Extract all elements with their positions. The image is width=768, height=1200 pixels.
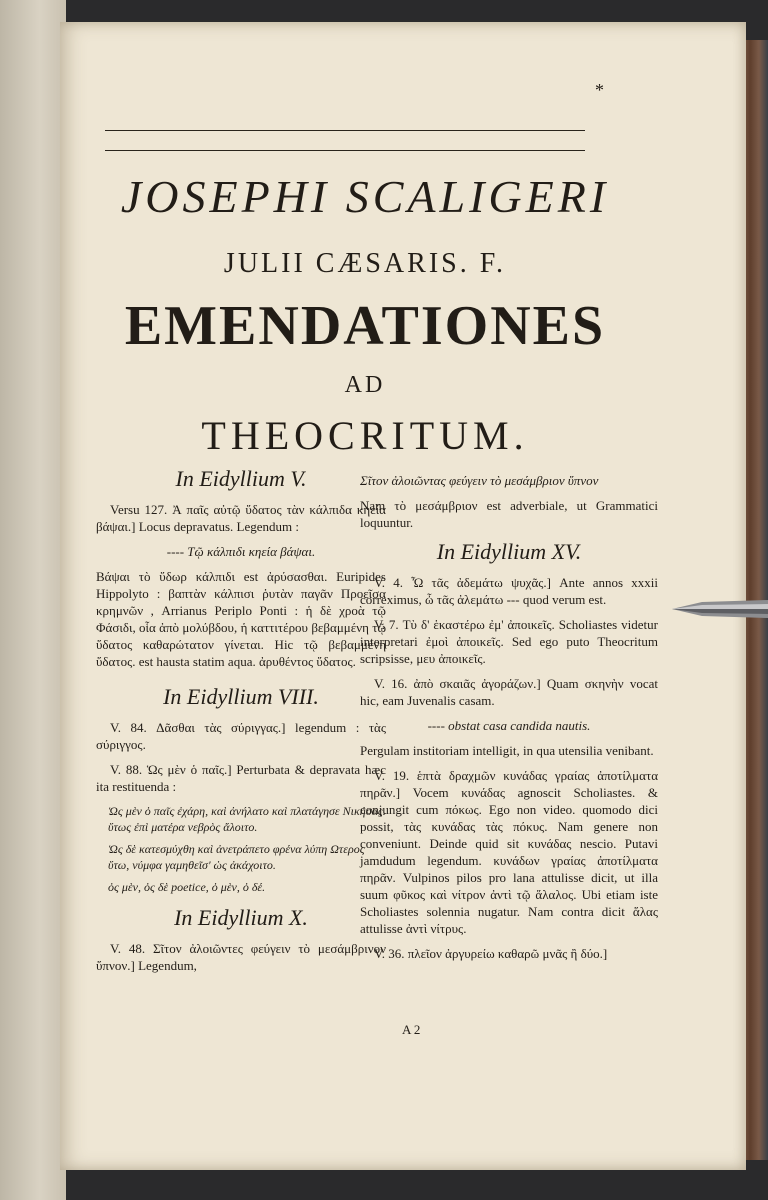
paragraph: V. 36. πλεῖον ἀργυρείω καθαρῶ μνᾶς ἢ δύο.] <box>374 946 608 961</box>
paragraph: Versu 127. Ἀ παῖς αὐτῷ ὕδατος τὰν κάλπιδα κηεία βάψαι.] Locus depravatus. Legendum : <box>96 502 386 534</box>
paragraph: V. 4. Ὦ τᾶς ἀδεμάτω ψυχᾶς.] Ante annos xxxii correximus, ὦ τᾶς ἀλεμάτω --- quod verum est. <box>360 575 658 607</box>
verse-line: ὁς μὲν, ὁς δὲ poetice, ὁ μὲν, ὁ δέ. <box>108 880 266 894</box>
section-heading: In Eidyllium V. <box>175 466 307 491</box>
title-line-2: JULII CÆSARIS. F. <box>223 248 507 279</box>
footer-signature: A 2 <box>402 1022 421 1037</box>
book-page <box>60 22 746 1170</box>
quote-line: Σῖτον ἀλοιῶντας φεύγειν τὸ μεσάμβριον ὕπνον <box>360 473 599 488</box>
quote-line: ---- Τῷ κάλπιδι κηεία βάψαι. <box>166 544 316 559</box>
paragraph: V. 48. Σῖτον ἀλοιῶντες φεύγειν τὸ μεσάμβρινον ὕπνον.] Legendum, <box>96 941 386 973</box>
paragraph: Nam τὸ μεσάμβριον est adverbiale, ut Grammatici loquuntur. <box>360 498 658 530</box>
quote-line: ---- obstat casa candida nautis. <box>427 718 591 733</box>
verse-line: Ὡς δὲ κατεσμύχθη καὶ ἀνετράπετο φρένα λύπη Ωτερος ὕτω, νύμφα γαμηθεῖσ' ὡς ἀκάχοιτο. <box>108 842 365 872</box>
paragraph: V. 7. Τὺ δ' ἑκαστέρω ἐμ' ἀποικεῖς. Scholiastes videtur interpretari ἐμοὶ ἀποικεῖς. Sed ego puto Theocritum scripsisse, μευ ἀποικεῖς. <box>360 617 658 666</box>
facing-page-edge <box>0 0 66 1200</box>
paragraph: Βάψαι τὸ ὕδωρ κάλπιδι est ἀρύσασθαι. Euripides Hippolyto : βαπτὰν κάλπισι ῥυτὰν παγᾶν Προεῖσα κρημνῶν , Arrianus Periplo Ponti : ἡ δὲ χροὰ τῷ Φάσιδι, οἷα ἀπὸ μολύβδου, ἡ καττιτέρου βεβαμμένη τῷ ὕδατος καθαρώτατον γίνεται. Hic τῷ βεβαμμένη ὕδατος. est hausta statim aqua. ἀρυθέντος ὕδατος. <box>96 569 386 669</box>
paragraph: V. 19. ἑπτὰ δραχμῶν κυνάδας γραίας ἀποτίλματα πηρᾶν.] Vocem κυνάδας agnoscit Scholiastes. & conjungit cum πόκως. Ego non video. quomodo dici possit, τὰς κυνάδας τὰς πόκυς. Nam genere non conveniunt. Deinde quid sit κυνάδας nescio. Putavi jamdudum legendum. κυνάδων γραίας ἀποτίλματα πηρᾶν. Vulpinos pilos pro lana attulisse dicit, ut illa suum φῦκος καὶ νίτρον ἀντὶ τῷ ἅλαλος. Ubi etiam iste Scholiastes solennia nugatur. Nam contra dicit ἅλας attulisse ἀντὶ νίτρυς. <box>360 768 658 936</box>
top-rule-1 <box>105 130 585 131</box>
title-line-5: THEOCRITUM. <box>201 413 529 458</box>
title-line-1: JOSEPHI SCALIGERI <box>120 171 610 222</box>
section-heading: In Eidyllium VIII. <box>163 684 319 709</box>
verse-line: Ὡς μὲν ὁ παῖς ἐχάρη, καὶ ἀνήλατο καὶ πλατάγησε Νικήσας. ὕτως ἐπὶ ματέρα νεβρὸς ἄλοιτο. <box>108 804 386 834</box>
title-line-4: AD <box>344 372 386 398</box>
paragraph: Pergulam institoriam intelligit, in qua utensilia venibant. <box>360 743 654 758</box>
paragraph: V. 84. Δᾶσθαι τὰς σύριγγας.] legendum : τὰς σύριγγος. <box>96 720 386 752</box>
signature-mark: * <box>595 80 604 100</box>
section-heading: In Eidyllium X. <box>174 905 308 930</box>
paragraph: V. 16. ἀπὸ σκαιᾶς ἀγοράζων.] Quam σκηνὴν vocat hic, eam Juvenalis casam. <box>360 676 658 708</box>
paragraph: V. 88. Ὡς μὲν ὁ παῖς.] Perturbata & depravata hæc ita restituenda : <box>96 762 386 794</box>
pen-nib-icon <box>672 596 768 622</box>
title-line-3: EMENDATIONES <box>124 295 606 357</box>
right-column <box>360 472 658 970</box>
top-rule-2 <box>105 150 585 151</box>
section-heading: In Eidyllium XV. <box>436 539 582 564</box>
left-column <box>96 466 386 982</box>
